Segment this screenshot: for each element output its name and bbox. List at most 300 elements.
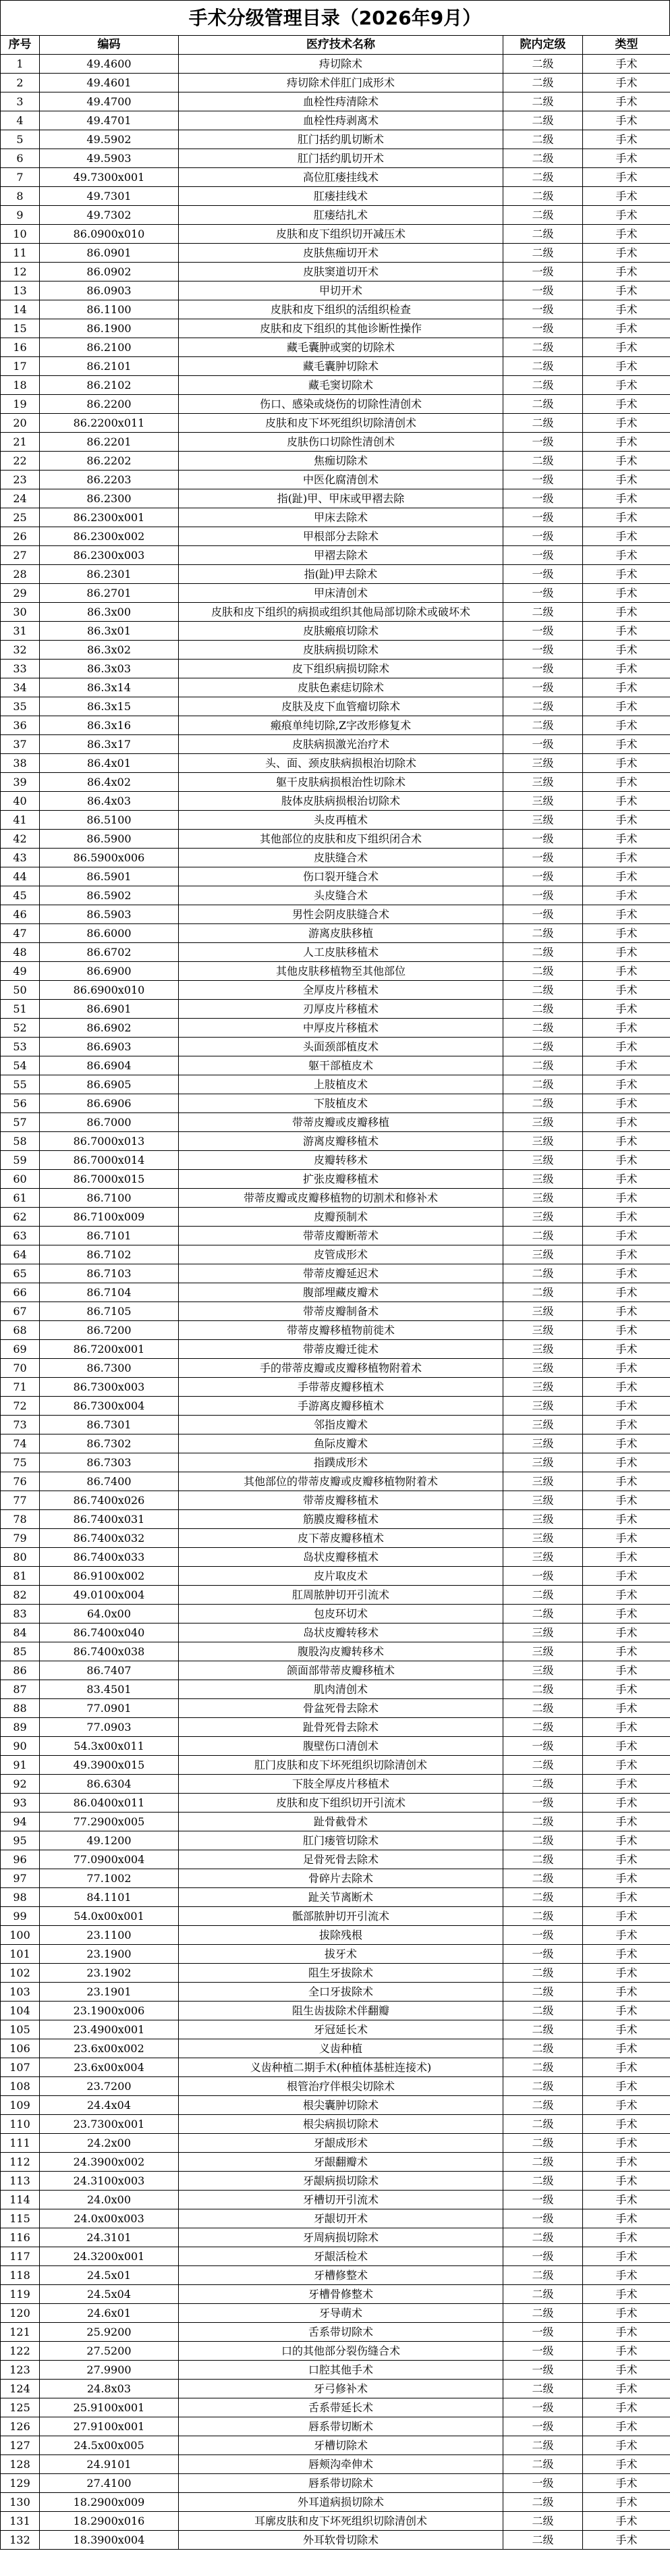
cell-code: 86.7400x026 xyxy=(40,1491,179,1510)
cell-code: 86.7102 xyxy=(40,1245,179,1264)
cell-index: 120 xyxy=(1,2304,40,2323)
table-row xyxy=(1,1907,670,1926)
cell-index: 48 xyxy=(1,943,40,962)
table-row xyxy=(1,2455,670,2474)
cell-grade: 二级 xyxy=(503,1907,583,1926)
cell-index: 79 xyxy=(1,1529,40,1548)
cell-type: 手术 xyxy=(583,433,670,452)
cell-index: 71 xyxy=(1,1378,40,1397)
cell-index: 96 xyxy=(1,1850,40,1869)
cell-type: 手术 xyxy=(583,2039,670,2058)
cell-type: 手术 xyxy=(583,1661,670,1680)
cell-code: 86.4x01 xyxy=(40,754,179,773)
cell-type: 手术 xyxy=(583,1642,670,1661)
cell-type: 手术 xyxy=(583,2266,670,2285)
cell-grade: 二级 xyxy=(503,2531,583,2550)
table-row xyxy=(1,206,670,225)
cell-index: 51 xyxy=(1,1000,40,1019)
cell-grade: 一级 xyxy=(503,2474,583,2493)
cell-index: 102 xyxy=(1,1964,40,1983)
cell-index: 129 xyxy=(1,2474,40,2493)
cell-index: 115 xyxy=(1,2209,40,2228)
table-row xyxy=(1,1378,670,1397)
cell-code: 86.7301 xyxy=(40,1416,179,1434)
cell-grade: 二级 xyxy=(503,1094,583,1113)
cell-grade: 三级 xyxy=(503,1359,583,1378)
cell-name: 外耳软骨切除术 xyxy=(179,2531,503,2550)
table-row xyxy=(1,1264,670,1283)
cell-grade: 三级 xyxy=(503,1170,583,1189)
cell-index: 69 xyxy=(1,1340,40,1359)
cell-name: 皮肤缝合术 xyxy=(179,849,503,867)
cell-name: 藏毛囊肿切除术 xyxy=(179,357,503,376)
cell-name: 皮肤焦痂切开术 xyxy=(179,244,503,263)
cell-index: 89 xyxy=(1,1718,40,1737)
cell-grade: 二级 xyxy=(503,1888,583,1907)
cell-index: 25 xyxy=(1,508,40,527)
cell-index: 99 xyxy=(1,1907,40,1926)
cell-grade: 一级 xyxy=(503,2361,583,2380)
cell-name: 肛门瘘管切除术 xyxy=(179,1831,503,1850)
cell-name: 皮肤和皮下组织的活组织检查 xyxy=(179,300,503,319)
table-row xyxy=(1,92,670,111)
cell-type: 手术 xyxy=(583,1302,670,1321)
cell-type: 手术 xyxy=(583,1189,670,1208)
cell-grade: 二级 xyxy=(503,1756,583,1775)
cell-grade: 二级 xyxy=(503,206,583,225)
cell-index: 68 xyxy=(1,1321,40,1340)
cell-grade: 二级 xyxy=(503,2436,583,2455)
table-row xyxy=(1,1718,670,1737)
cell-name: 焦痂切除术 xyxy=(179,452,503,471)
cell-type: 手术 xyxy=(583,1434,670,1453)
table-row xyxy=(1,2228,670,2247)
table-row xyxy=(1,1964,670,1983)
cell-grade: 三级 xyxy=(503,1378,583,1397)
cell-type: 手术 xyxy=(583,1888,670,1907)
cell-code: 86.7300x004 xyxy=(40,1397,179,1416)
cell-type: 手术 xyxy=(583,2342,670,2361)
cell-type: 手术 xyxy=(583,2361,670,2380)
cell-type: 手术 xyxy=(583,1869,670,1888)
table-row xyxy=(1,357,670,376)
table-row xyxy=(1,2058,670,2077)
cell-index: 73 xyxy=(1,1416,40,1434)
table-row xyxy=(1,2039,670,2058)
cell-type: 手术 xyxy=(583,2474,670,2493)
cell-code: 49.0100x004 xyxy=(40,1586,179,1605)
cell-name: 游离皮肤移植 xyxy=(179,924,503,943)
cell-index: 23 xyxy=(1,471,40,489)
cell-type: 手术 xyxy=(583,905,670,924)
cell-index: 17 xyxy=(1,357,40,376)
cell-index: 110 xyxy=(1,2115,40,2134)
table-row xyxy=(1,2342,670,2361)
cell-index: 127 xyxy=(1,2436,40,2455)
cell-type: 手术 xyxy=(583,1113,670,1132)
cell-code: 86.3x14 xyxy=(40,678,179,697)
cell-type: 手术 xyxy=(583,1397,670,1416)
cell-grade: 二级 xyxy=(503,2266,583,2285)
cell-code: 77.2900x005 xyxy=(40,1813,179,1831)
cell-index: 62 xyxy=(1,1208,40,1227)
cell-grade: 二级 xyxy=(503,697,583,716)
cell-code: 54.0x00x001 xyxy=(40,1907,179,1926)
cell-code: 86.5100 xyxy=(40,811,179,830)
table-row xyxy=(1,2096,670,2115)
cell-type: 手术 xyxy=(583,2228,670,2247)
cell-type: 手术 xyxy=(583,1567,670,1586)
cell-name: 带蒂皮瓣迁徙术 xyxy=(179,1340,503,1359)
cell-code: 86.7200x001 xyxy=(40,1340,179,1359)
cell-type: 手术 xyxy=(583,1321,670,1340)
cell-name: 肌肉清创术 xyxy=(179,1680,503,1699)
cell-grade: 二级 xyxy=(503,55,583,74)
table-row xyxy=(1,168,670,187)
cell-name: 皮肤和皮下组织的病损或组织其他局部切除术或破坏术 xyxy=(179,603,503,622)
cell-code: 77.0901 xyxy=(40,1699,179,1718)
cell-grade: 一级 xyxy=(503,584,583,603)
cell-name: 带蒂皮瓣或皮瓣移植物的切割术和修补术 xyxy=(179,1189,503,1208)
cell-name: 伤口裂开缝合术 xyxy=(179,867,503,886)
cell-index: 126 xyxy=(1,2417,40,2436)
cell-grade: 一级 xyxy=(503,2191,583,2209)
cell-type: 手术 xyxy=(583,2531,670,2550)
cell-grade: 一级 xyxy=(503,678,583,697)
cell-index: 97 xyxy=(1,1869,40,1888)
cell-index: 45 xyxy=(1,886,40,905)
cell-name: 腹股沟皮瓣转移术 xyxy=(179,1642,503,1661)
cell-type: 手术 xyxy=(583,2115,670,2134)
cell-name: 手游离皮瓣移植术 xyxy=(179,1397,503,1416)
table-row xyxy=(1,1397,670,1416)
table-row xyxy=(1,1208,670,1227)
table-row xyxy=(1,981,670,1000)
cell-type: 手术 xyxy=(583,2020,670,2039)
cell-grade: 二级 xyxy=(503,376,583,395)
table-row xyxy=(1,1850,670,1869)
cell-index: 84 xyxy=(1,1624,40,1642)
table-row xyxy=(1,716,670,735)
cell-grade: 二级 xyxy=(503,2115,583,2134)
cell-grade: 一级 xyxy=(503,1737,583,1756)
cell-grade: 一级 xyxy=(503,2323,583,2342)
cell-index: 105 xyxy=(1,2020,40,2039)
cell-name: 皮瓣预制术 xyxy=(179,1208,503,1227)
table-row xyxy=(1,338,670,357)
cell-grade: 二级 xyxy=(503,357,583,376)
table-row xyxy=(1,1019,670,1038)
cell-grade: 二级 xyxy=(503,2493,583,2512)
cell-code: 23.1900 xyxy=(40,1945,179,1964)
cell-type: 手术 xyxy=(583,2247,670,2266)
cell-type: 手术 xyxy=(583,660,670,678)
cell-grade: 三级 xyxy=(503,1624,583,1642)
cell-grade: 二级 xyxy=(503,2153,583,2172)
cell-index: 123 xyxy=(1,2361,40,2380)
cell-type: 手术 xyxy=(583,886,670,905)
cell-type: 手术 xyxy=(583,603,670,622)
cell-code: 86.7104 xyxy=(40,1283,179,1302)
table-row xyxy=(1,2304,670,2323)
cell-grade: 一级 xyxy=(503,319,583,338)
cell-name: 甲床去除术 xyxy=(179,508,503,527)
cell-index: 21 xyxy=(1,433,40,452)
cell-name: 皮管成形术 xyxy=(179,1245,503,1264)
table-row xyxy=(1,754,670,773)
cell-code: 23.1900x006 xyxy=(40,2002,179,2020)
surgery-grading-table xyxy=(0,35,670,2550)
cell-name: 上肢植皮术 xyxy=(179,1075,503,1094)
cell-name: 肛门括约肌切断术 xyxy=(179,130,503,149)
table-row xyxy=(1,1189,670,1208)
cell-index: 109 xyxy=(1,2096,40,2115)
cell-grade: 三级 xyxy=(503,1548,583,1567)
cell-name: 血栓性痔剥离术 xyxy=(179,111,503,130)
cell-grade: 二级 xyxy=(503,1075,583,1094)
cell-code: 24.3101 xyxy=(40,2228,179,2247)
cell-name: 血栓性痔清除术 xyxy=(179,92,503,111)
cell-grade: 二级 xyxy=(503,2058,583,2077)
cell-type: 手术 xyxy=(583,92,670,111)
cell-name: 牙龈成形术 xyxy=(179,2134,503,2153)
cell-index: 42 xyxy=(1,830,40,849)
cell-code: 86.6900x010 xyxy=(40,981,179,1000)
cell-name: 带蒂皮瓣断蒂术 xyxy=(179,1227,503,1245)
table-row xyxy=(1,508,670,527)
cell-grade: 二级 xyxy=(503,1283,583,1302)
table-row xyxy=(1,943,670,962)
cell-code: 86.6901 xyxy=(40,1000,179,1019)
cell-code: 77.1002 xyxy=(40,1869,179,1888)
cell-index: 64 xyxy=(1,1245,40,1264)
cell-index: 39 xyxy=(1,773,40,792)
cell-code: 86.3x02 xyxy=(40,641,179,660)
cell-name: 皮肤及皮下血管瘤切除术 xyxy=(179,697,503,716)
table-row xyxy=(1,603,670,622)
cell-index: 29 xyxy=(1,584,40,603)
cell-code: 86.2201 xyxy=(40,433,179,452)
cell-grade: 二级 xyxy=(503,395,583,414)
cell-type: 手术 xyxy=(583,1491,670,1510)
table-row xyxy=(1,2153,670,2172)
cell-index: 27 xyxy=(1,546,40,565)
table-row xyxy=(1,1548,670,1567)
cell-grade: 三级 xyxy=(503,1208,583,1227)
cell-code: 86.6903 xyxy=(40,1038,179,1056)
table-row xyxy=(1,1453,670,1472)
table-row xyxy=(1,811,670,830)
table-row xyxy=(1,1245,670,1264)
cell-type: 手术 xyxy=(583,1737,670,1756)
cell-code: 24.6x01 xyxy=(40,2304,179,2323)
cell-grade: 二级 xyxy=(503,981,583,1000)
cell-grade: 二级 xyxy=(503,1813,583,1831)
cell-grade: 一级 xyxy=(503,2398,583,2417)
table-row xyxy=(1,2285,670,2304)
cell-grade: 二级 xyxy=(503,962,583,981)
cell-index: 80 xyxy=(1,1548,40,1567)
cell-name: 刃厚皮片移植术 xyxy=(179,1000,503,1019)
cell-index: 107 xyxy=(1,2058,40,2077)
cell-type: 手术 xyxy=(583,1529,670,1548)
cell-type: 手术 xyxy=(583,1264,670,1283)
cell-code: 86.7200 xyxy=(40,1321,179,1340)
cell-index: 37 xyxy=(1,735,40,754)
cell-grade: 三级 xyxy=(503,1642,583,1661)
cell-name: 牙导萌术 xyxy=(179,2304,503,2323)
cell-code: 86.5900x006 xyxy=(40,849,179,867)
cell-index: 19 xyxy=(1,395,40,414)
cell-grade: 二级 xyxy=(503,168,583,187)
cell-type: 手术 xyxy=(583,395,670,414)
cell-grade: 一级 xyxy=(503,2342,583,2361)
cell-grade: 三级 xyxy=(503,1113,583,1132)
cell-type: 手术 xyxy=(583,357,670,376)
cell-type: 手术 xyxy=(583,678,670,697)
cell-type: 手术 xyxy=(583,1208,670,1227)
table-row xyxy=(1,55,670,74)
cell-grade: 二级 xyxy=(503,2134,583,2153)
table-row xyxy=(1,130,670,149)
cell-index: 76 xyxy=(1,1472,40,1491)
cell-code: 86.6900 xyxy=(40,962,179,981)
cell-type: 手术 xyxy=(583,2285,670,2304)
header-type: 类型 xyxy=(583,36,670,55)
cell-type: 手术 xyxy=(583,319,670,338)
table-row xyxy=(1,2398,670,2417)
cell-index: 77 xyxy=(1,1491,40,1510)
cell-type: 手术 xyxy=(583,1548,670,1567)
cell-grade: 三级 xyxy=(503,1416,583,1434)
cell-code: 86.3x03 xyxy=(40,660,179,678)
cell-name: 皮肤和皮下坏死组织切除清创术 xyxy=(179,414,503,433)
cell-index: 66 xyxy=(1,1283,40,1302)
cell-index: 72 xyxy=(1,1397,40,1416)
header-grade: 院内定级 xyxy=(503,36,583,55)
cell-name: 牙槽修整术 xyxy=(179,2266,503,2285)
cell-code: 86.2300 xyxy=(40,489,179,508)
cell-code: 86.4x03 xyxy=(40,792,179,811)
table-row xyxy=(1,2077,670,2096)
cell-index: 60 xyxy=(1,1170,40,1189)
cell-grade: 二级 xyxy=(503,2020,583,2039)
cell-index: 101 xyxy=(1,1945,40,1964)
cell-code: 24.5x01 xyxy=(40,2266,179,2285)
cell-grade: 二级 xyxy=(503,1718,583,1737)
cell-grade: 一级 xyxy=(503,300,583,319)
cell-code: 18.2900x016 xyxy=(40,2512,179,2531)
cell-type: 手术 xyxy=(583,981,670,1000)
cell-type: 手术 xyxy=(583,943,670,962)
cell-code: 18.3900x004 xyxy=(40,2531,179,2550)
cell-code: 86.7103 xyxy=(40,1264,179,1283)
cell-code: 86.7000x014 xyxy=(40,1151,179,1170)
cell-type: 手术 xyxy=(583,792,670,811)
cell-name: 皮肤和皮下组织切开减压术 xyxy=(179,225,503,244)
cell-type: 手术 xyxy=(583,867,670,886)
cell-name: 包皮环切术 xyxy=(179,1605,503,1624)
cell-index: 132 xyxy=(1,2531,40,2550)
cell-code: 86.6902 xyxy=(40,1019,179,1038)
table-row xyxy=(1,281,670,300)
table-row xyxy=(1,1813,670,1831)
cell-grade: 二级 xyxy=(503,1775,583,1794)
cell-name: 鱼际皮瓣术 xyxy=(179,1434,503,1453)
cell-type: 手术 xyxy=(583,2077,670,2096)
cell-type: 手术 xyxy=(583,2172,670,2191)
cell-name: 筋膜皮瓣移植术 xyxy=(179,1510,503,1529)
cell-name: 牙龈切开术 xyxy=(179,2209,503,2228)
table-row xyxy=(1,1926,670,1945)
cell-code: 27.9100x001 xyxy=(40,2417,179,2436)
cell-index: 112 xyxy=(1,2153,40,2172)
table-row xyxy=(1,2020,670,2039)
cell-name: 其他皮肤移植物至其他部位 xyxy=(179,962,503,981)
cell-name: 皮肤和皮下组织切开引流术 xyxy=(179,1794,503,1813)
table-row xyxy=(1,225,670,244)
cell-code: 86.2300x002 xyxy=(40,527,179,546)
cell-code: 23.1901 xyxy=(40,1983,179,2002)
cell-code: 86.2203 xyxy=(40,471,179,489)
cell-grade: 一级 xyxy=(503,905,583,924)
cell-name: 骨盆死骨去除术 xyxy=(179,1699,503,1718)
cell-index: 78 xyxy=(1,1510,40,1529)
cell-code: 86.2100 xyxy=(40,338,179,357)
table-row xyxy=(1,527,670,546)
cell-grade: 二级 xyxy=(503,603,583,622)
cell-grade: 三级 xyxy=(503,811,583,830)
page-title: 手术分级管理目录（2026年9月） xyxy=(0,0,670,35)
cell-grade: 三级 xyxy=(503,1510,583,1529)
cell-index: 86 xyxy=(1,1661,40,1680)
cell-grade: 三级 xyxy=(503,1340,583,1359)
cell-name: 腹壁伤口清创术 xyxy=(179,1737,503,1756)
cell-name: 趾骨截骨术 xyxy=(179,1813,503,1831)
cell-type: 手术 xyxy=(583,924,670,943)
cell-index: 103 xyxy=(1,1983,40,2002)
table-row xyxy=(1,244,670,263)
cell-type: 手术 xyxy=(583,697,670,716)
cell-name: 义齿种植 xyxy=(179,2039,503,2058)
cell-type: 手术 xyxy=(583,2304,670,2323)
cell-grade: 二级 xyxy=(503,1699,583,1718)
cell-type: 手术 xyxy=(583,300,670,319)
table-row xyxy=(1,584,670,603)
cell-type: 手术 xyxy=(583,1964,670,1983)
table-row xyxy=(1,1642,670,1661)
cell-code: 54.3x00x011 xyxy=(40,1737,179,1756)
cell-grade: 三级 xyxy=(503,1529,583,1548)
cell-grade: 三级 xyxy=(503,1453,583,1472)
cell-type: 手术 xyxy=(583,1094,670,1113)
cell-type: 手术 xyxy=(583,1019,670,1038)
cell-name: 全厚皮片移植术 xyxy=(179,981,503,1000)
cell-name: 牙龈翻瓣术 xyxy=(179,2153,503,2172)
cell-code: 49.7302 xyxy=(40,206,179,225)
cell-type: 手术 xyxy=(583,1586,670,1605)
cell-index: 53 xyxy=(1,1038,40,1056)
cell-type: 手术 xyxy=(583,1983,670,2002)
table-row xyxy=(1,886,670,905)
cell-grade: 一级 xyxy=(503,2417,583,2436)
cell-type: 手术 xyxy=(583,1359,670,1378)
cell-type: 手术 xyxy=(583,1680,670,1699)
cell-type: 手术 xyxy=(583,2096,670,2115)
cell-index: 4 xyxy=(1,111,40,130)
cell-code: 24.0x00x003 xyxy=(40,2209,179,2228)
cell-name: 岛状皮瓣移植术 xyxy=(179,1548,503,1567)
